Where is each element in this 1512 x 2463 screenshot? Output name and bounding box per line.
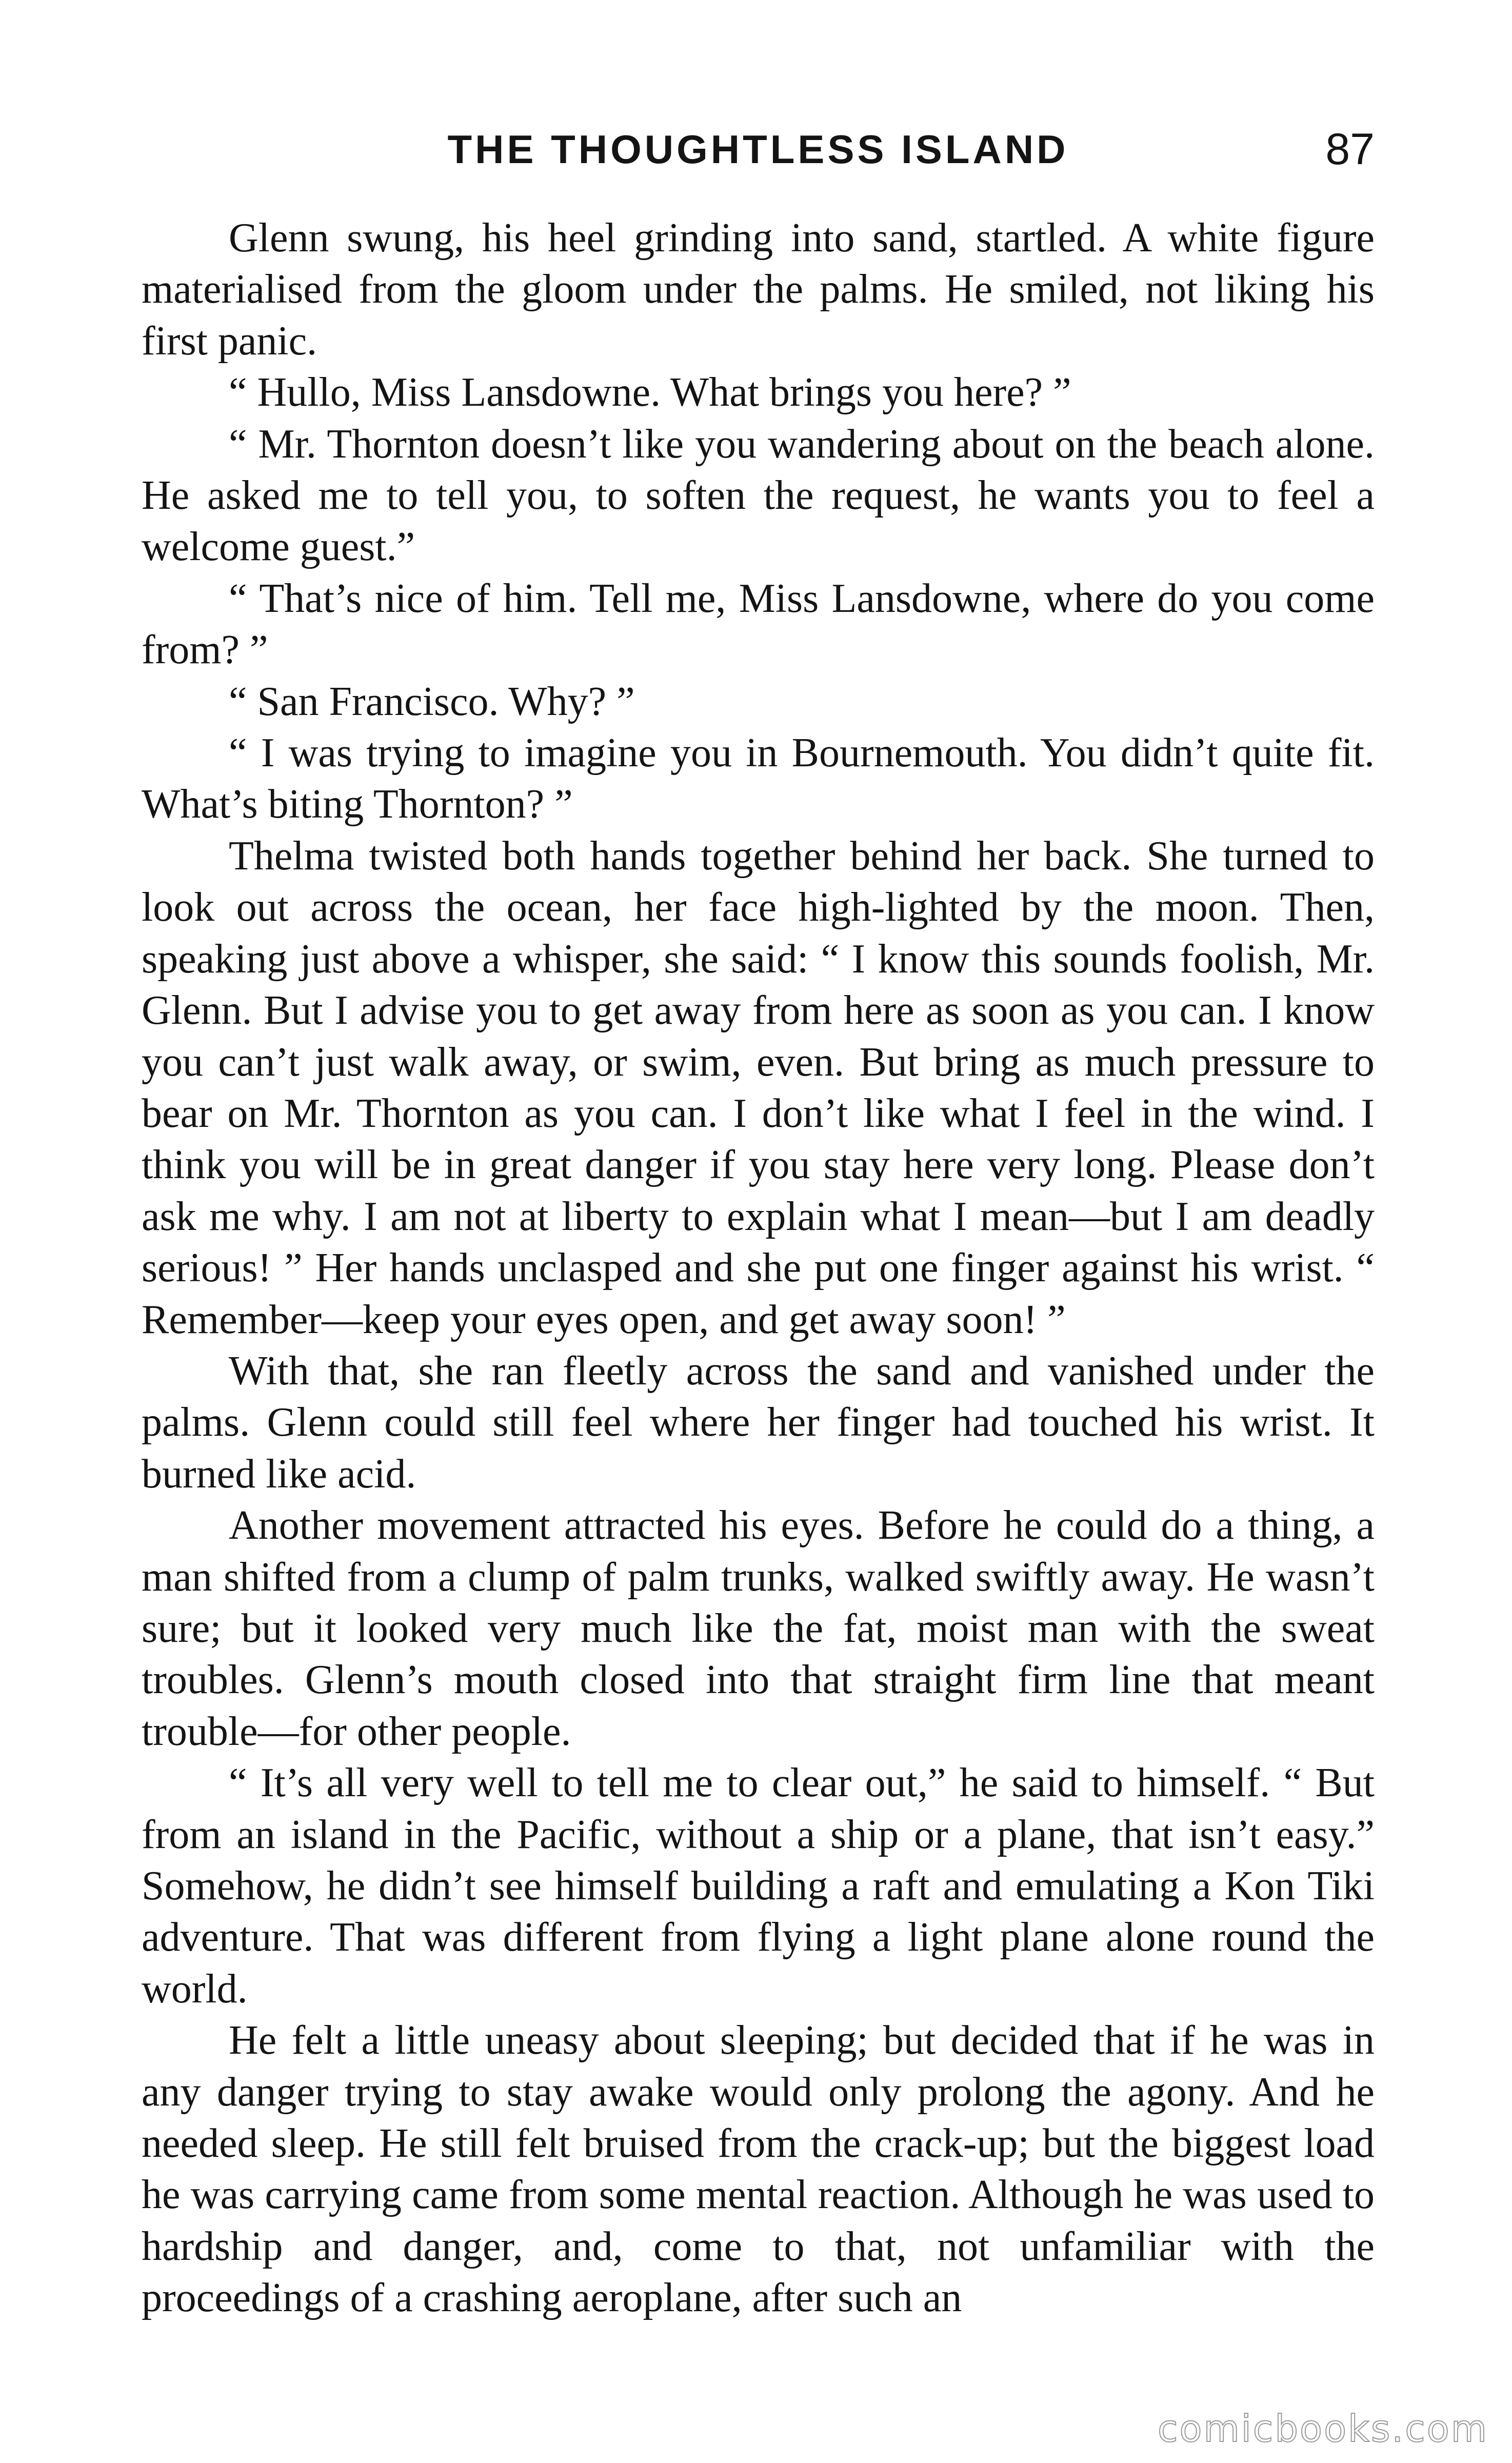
paragraph: He felt a little uneasy about sleeping; but decided that if he was in any danger trying to stay awake would only prolong the agony. And he needed sleep. He still felt bruised from the crack-up; but the biggest load he was carrying came from some mental reaction. Although he was used to hardship and danger, and, come to that, not unfamiliar with the proceedings of a crashing aeroplane, after such an [142,2018,1375,2321]
paragraph: Glenn swung, his heel grinding into sand, startled. A white figure materialised from the gloom under the palms. He smiled, not liking his first panic. [142,215,1375,364]
paragraph: “ It’s all very well to tell me to clear out,” he said to himself. “ But from an island in the Pacific, without a ship or a plane, that isn’t easy.” Somehow, he didn’t see himself building a raft and emulating a Kon Tiki adventure. That was different from flying a light plane alone round the world. [142,1760,1375,2012]
paragraph: Thelma twisted both hands together behind her back. She turned to look out across the ocean, her face high-lighted by the moon. Then, speaking just above a whisper, she said: “ I know this sounds foolish, Mr. Glenn. But I advise you to get away from here as soon as you can. I know you can’t just walk away, or swim, even. But bring as much pressure to bear on Mr. Thornton as you can. I don’t like what I feel in the wind. I think you will be in great danger if you stay here very long. Please don’t ask me why. I am not at liberty to explain what I mean—but I am deadly serious! ” Her hands unclasped and she put one finger against his wrist. “ Remember—keep your eyes open, and get away soon! ” [142,833,1375,1342]
paragraph: “ San Francisco. Why? ” [229,679,635,724]
paragraph: With that, she ran fleetly across the sand and vanished under the palms. Glenn could still feel where her finger had touched his wrist. It burned like acid. [142,1348,1375,1497]
running-title: THE THOUGHTLESS ISLAND [447,127,1069,172]
paragraph: “ That’s nice of him. Tell me, Miss Lansdowne, where do you come from? ” [142,575,1375,673]
running-head [142,121,1375,183]
paragraph: “ Mr. Thornton doesn’t like you wandering about on the beach alone. He asked me to tell you, to soften the request, he wants you to feel a welcome guest.” [142,421,1375,570]
paragraph: Another movement attracted his eyes. Before he could do a thing, a man shifted from a clump of palm trunks, walked swiftly away. He wasn’t sure; but it looked very much like the fat, moist man with the sweat troubles. Glenn’s mouth closed into that straight firm line that meant trouble—for other people. [142,1503,1375,1754]
body-text [142,212,1375,2324]
paragraph: “ Hullo, Miss Lansdowne. What brings you here? ” [229,370,1071,415]
paragraph: “ I was trying to imagine you in Bournemouth. You didn’t quite fit. What’s biting Thornton? ” [142,730,1375,827]
page-number: 87 [1325,125,1375,174]
watermark: comicbooks.com [1157,2407,1488,2450]
